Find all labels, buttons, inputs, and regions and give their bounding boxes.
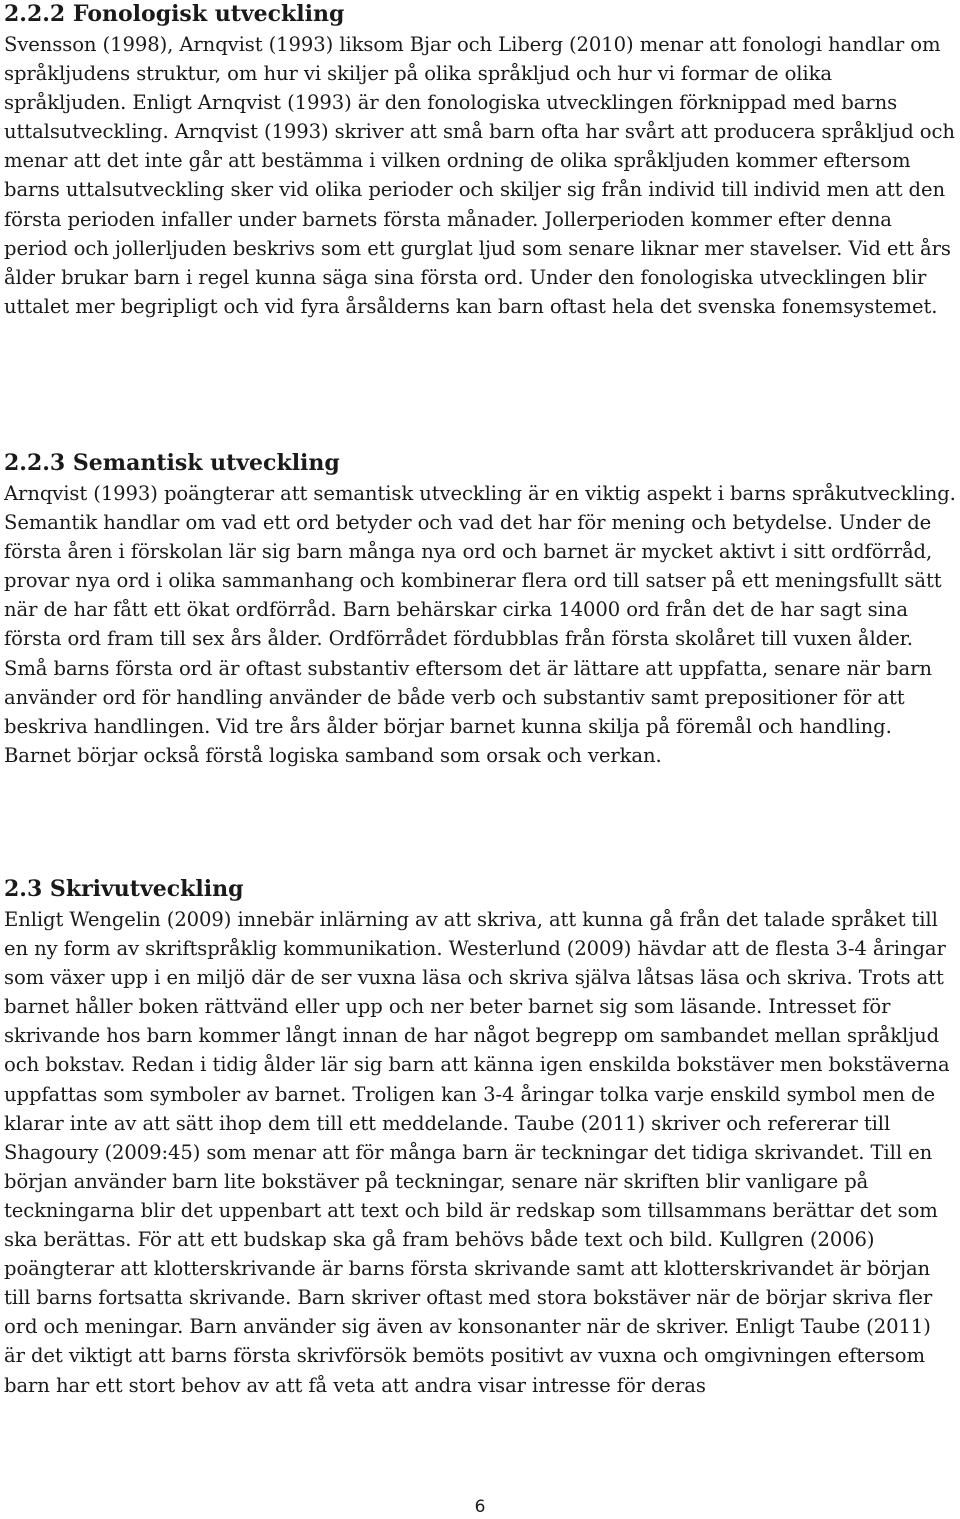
section-body: Svensson (1998), Arnqvist (1993) liksom Bjar och Liberg (2010) menar att fonologi handlar om språkljudens struktur, om hur vi skiljer på olika språkljud och hur vi formar de olika språkljuden. Enligt Arnqvist (1993) är den fonologiska utvecklingen förknippad med barns uttalsutveckling. Arnqvist (1993) skriver att små barn ofta har svårt att producera språkljud och menar att det inte går att bestämma i vilken ordning de olika språkljuden kommer eftersom barns uttalsutveckling sker vid olika perioder och skiljer sig från individ till individ men att den första perioden infaller under barnets första månader. Jollerperioden kommer efter denna period och jollerljuden beskrivs som ett gurglat ljud som senare liknar mer stavelser. Vid ett års ålder brukar barn i regel kunna säga sina första ord. Under den fonologiska utvecklingen blir uttalet mer begripligt och vid fyra årsålderns kan barn oftast hela det svenska fonemsystemet. [4,33,955,318]
section-body: Enligt Wengelin (2009) innebär inlärning av att skriva, att kunna gå från det talade språket till en ny form av skriftspråklig kommunikation. Westerlund (2009) hävdar att de flesta 3-4 åringar som växer upp i en miljö där de ser vuxna läsa och skriva själva låtsas läsa och skriva. Trots att barnet håller boken rättvänd eller upp och ner beter barnet sig som läsande. Intresset för skrivande hos barn kommer långt innan de har något begrepp om sambandet mellan språkljud och bokstav. Redan i tidig ålder lär sig barn att känna igen enskilda bokstäver men bokstäverna uppfattas som symboler av barnet. Troligen kan 3-4 åringar tolka varje enskild symbol men de klarar inte av att sätt ihop dem till ett meddelande. Taube (2011) skriver och refererar till Shagoury (2009:45) som menar att för många barn är teckningar det tidiga skrivandet. Till en början använder barn lite bokstäver på teckningar, senare när skriften blir vanligare på teckningarna blir det uppenbart att text och bild är redskap som tillsammans berättar det som ska berättas. För att ett budskap ska gå fram behövs både text och bild. Kullgren (2006) poängterar att klotterskrivande är barns första skrivande samt att klotterskrivandet är början till barns fortsatta skrivande. Barn skriver oftast med stora bokstäver när de börjar skriva fler ord och meningar. Barn använder sig även av konsonanter när de skriver. Enligt Taube (2011) är det viktigt att barns första skrivförsök bemöts positivt av vuxna och omgivningen eftersom barn har ett stort behov av att få veta att andra visar intresse för deras [4,908,950,1397]
page-number: 6 [474,1497,486,1517]
section-heading: 2.2.2 Fonologisk utveckling [4,1,345,27]
section-fonologisk-utveckling [4,0,956,321]
section-heading: 2.3 Skrivutveckling [4,876,244,902]
section-skrivutveckling [4,875,956,1400]
section-body: Arnqvist (1993) poängterar att semantisk utveckling är en viktig aspekt i barns språkutveckling. Semantik handlar om vad ett ord betyder och vad det har för mening och betydelse. Under de första åren i förskolan lär sig barn många nya ord och barnet är mycket aktivt i sitt ordförråd, provar nya ord i olika sammanhang och kombinerar flera ord till satser på ett meningsfullt sätt när de har fått ett ökat ordförråd. Barn behärskar cirka 14000 ord från det de har sagt sina första ord fram till sex års ålder. Ordförrådet fördubblas från första skolåret till vuxen ålder. Små barns första ord är oftast substantiv eftersom det är lättare att uppfatta, senare när barn använder ord för handling använder de både verb och substantiv samt prepositioner för att beskriva handlingen. Vid tre års ålder börjar barnet kunna skilja på föremål och handling. Barnet börjar också förstå logiska samband som orsak och verkan. [4,482,956,767]
section-heading: 2.2.3 Semantisk utveckling [4,450,340,476]
section-semantisk-utveckling [4,449,956,770]
